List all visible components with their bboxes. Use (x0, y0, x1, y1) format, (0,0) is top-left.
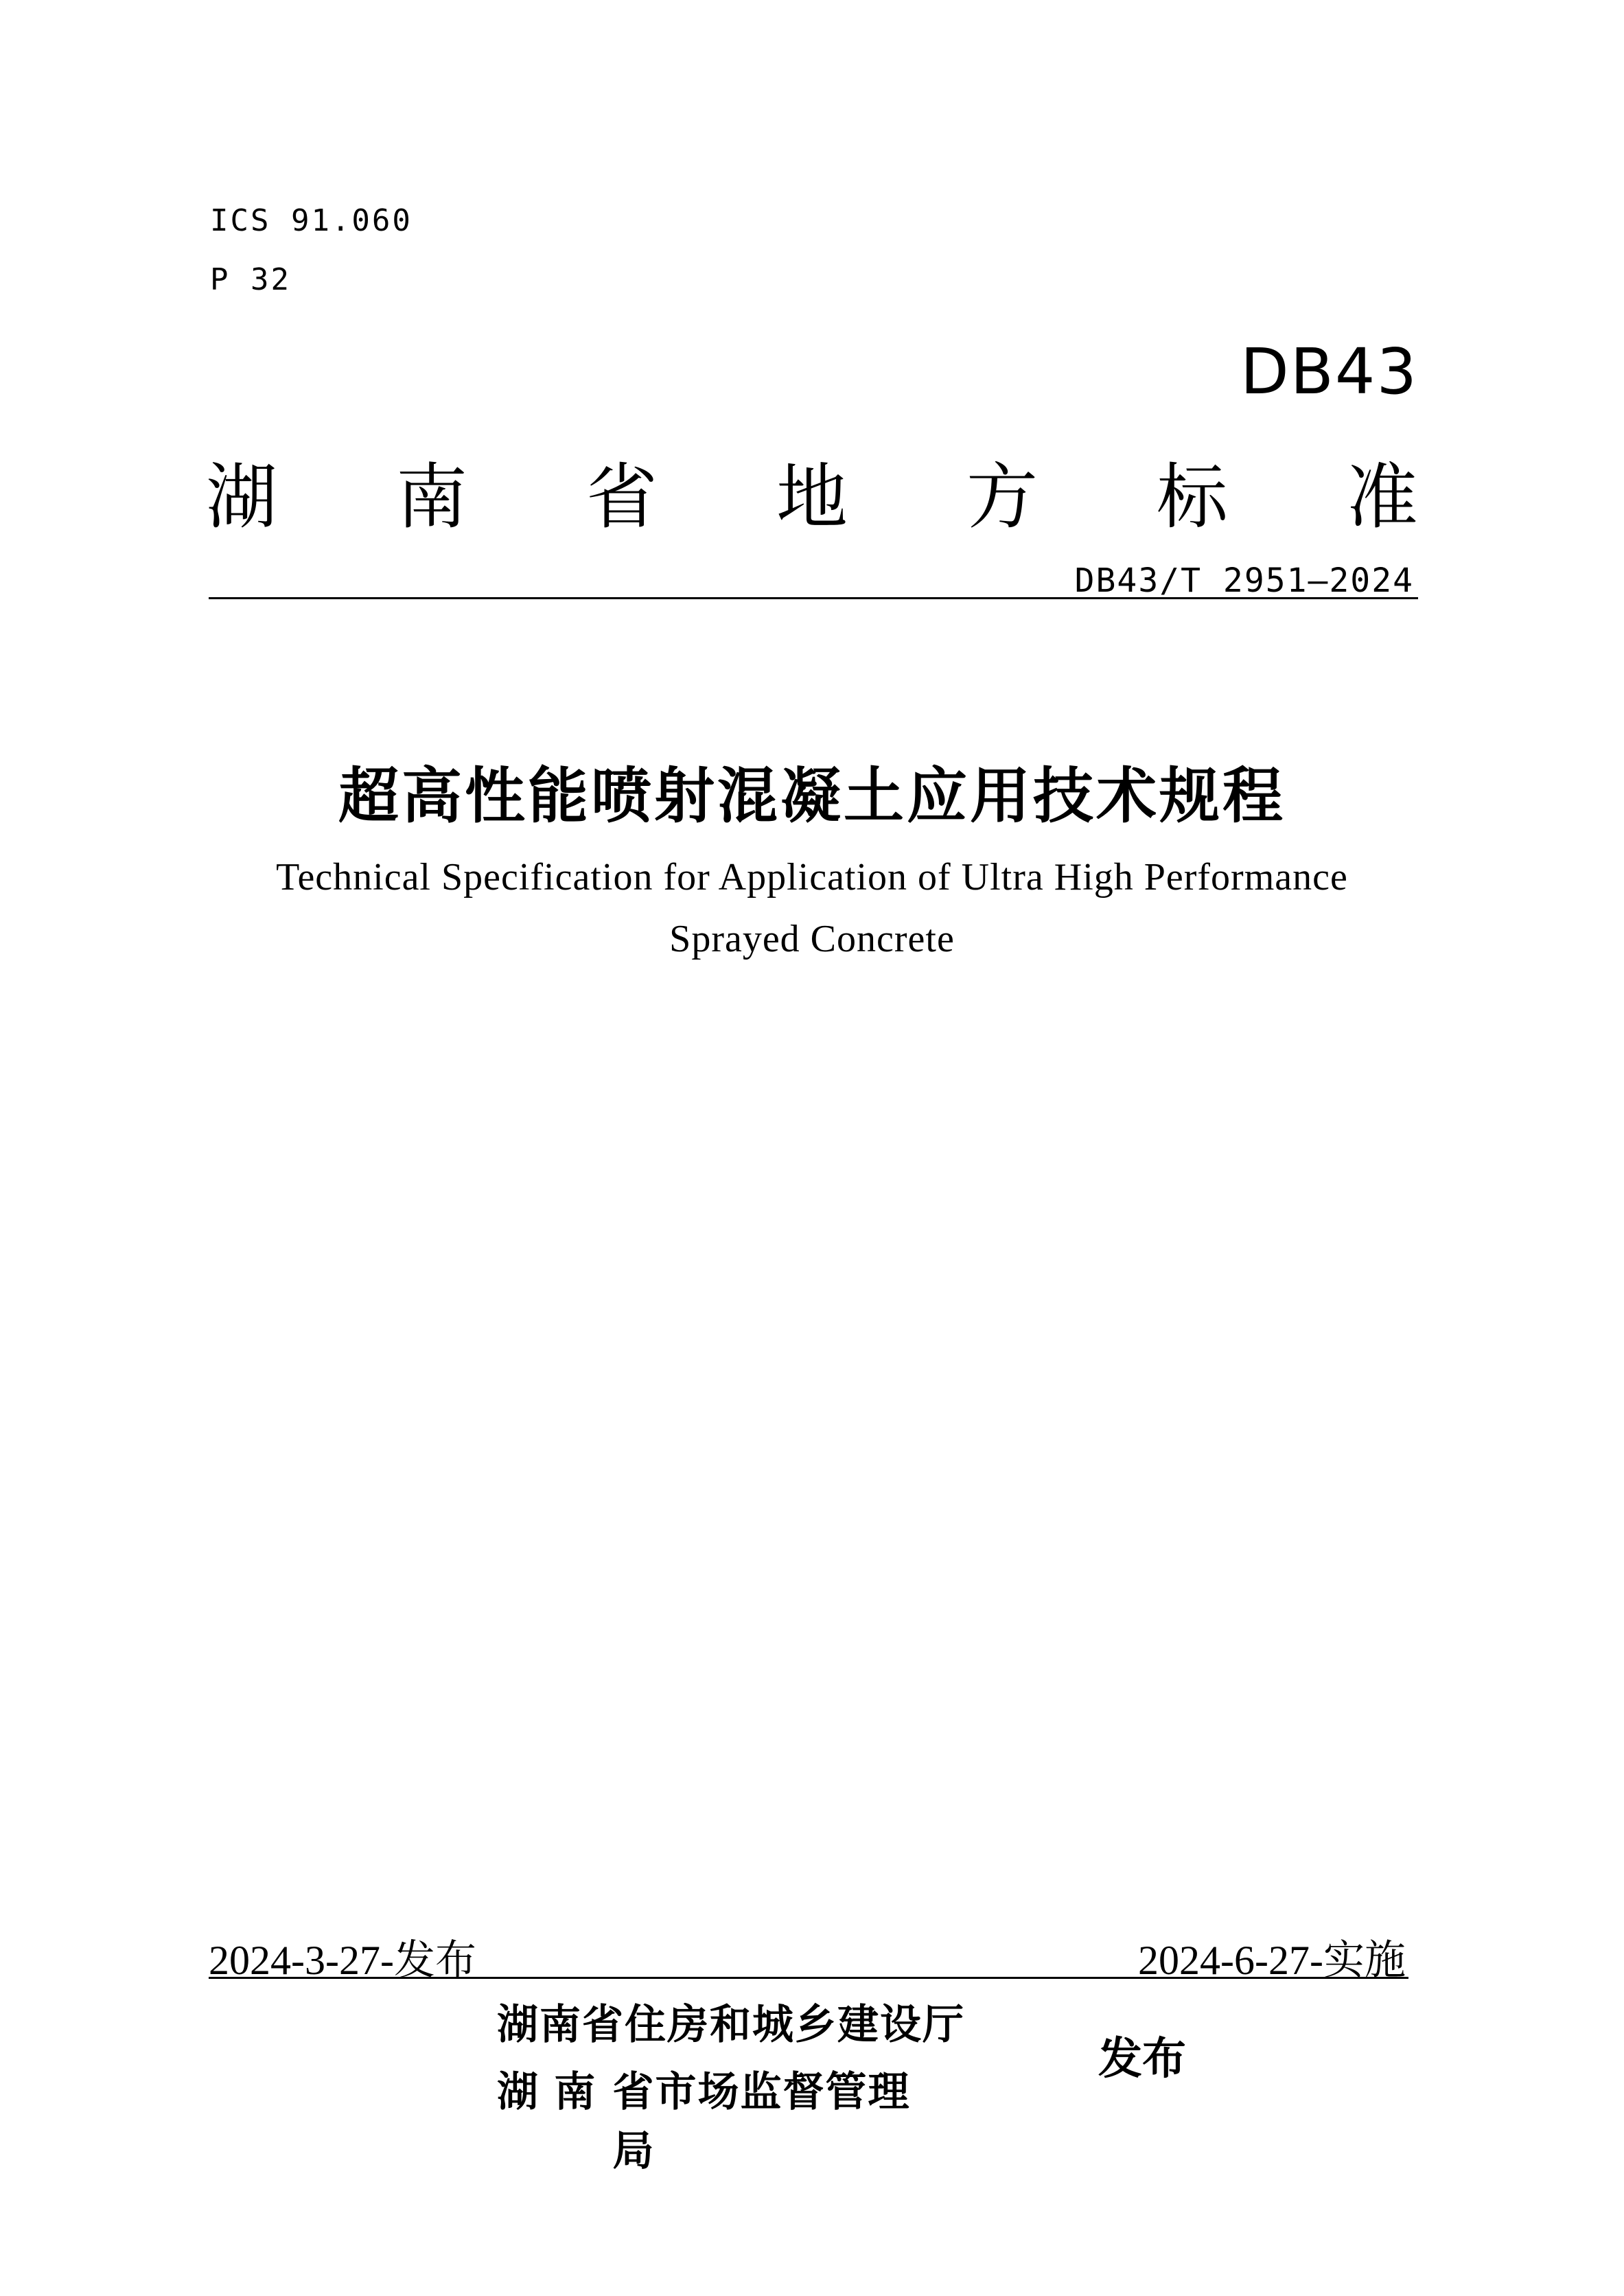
document-title-english-line2: Sprayed Concrete (669, 918, 955, 960)
standard-type-title (206, 446, 1418, 539)
document-title-english-line1: Technical Specification for Application of Ultra High Performance (276, 856, 1348, 898)
issuer-line-2-part: 南 (554, 2068, 596, 2116)
footer-divider (209, 1977, 1408, 1979)
issuer-line-1: 湖南省住房和城乡建设厅 (497, 2001, 965, 2049)
issuer-line-2 (497, 2059, 950, 2177)
publish-label: 发布 (1098, 2034, 1186, 2085)
standard-number: DB43/T 2951—2024 (1074, 561, 1414, 600)
classification-code: P 32 (210, 262, 291, 297)
release-date: 2024-3-27-发布 (209, 1938, 476, 1983)
effective-date: 2024-6-27-实施 (1138, 1938, 1406, 1983)
standard-type-char: 省 (585, 455, 658, 539)
standard-type-char: 准 (1346, 455, 1418, 539)
ics-code: ICS 91.060 (210, 203, 413, 238)
issuer-line-2-part: 省市场监督管理局 (612, 2068, 911, 2175)
issuer-line-2-part: 湖 (497, 2068, 538, 2116)
header-divider (209, 597, 1418, 599)
standard-type-char: 湖 (206, 455, 278, 539)
standard-type-char: 南 (395, 455, 467, 539)
standard-type-char: 地 (776, 455, 848, 539)
standard-type-char: 标 (1156, 455, 1228, 539)
standard-type-char: 方 (966, 455, 1038, 539)
document-title-chinese: 超高性能喷射混凝土应用技术规程 (338, 761, 1286, 831)
standard-prefix: DB43 (1240, 335, 1418, 408)
